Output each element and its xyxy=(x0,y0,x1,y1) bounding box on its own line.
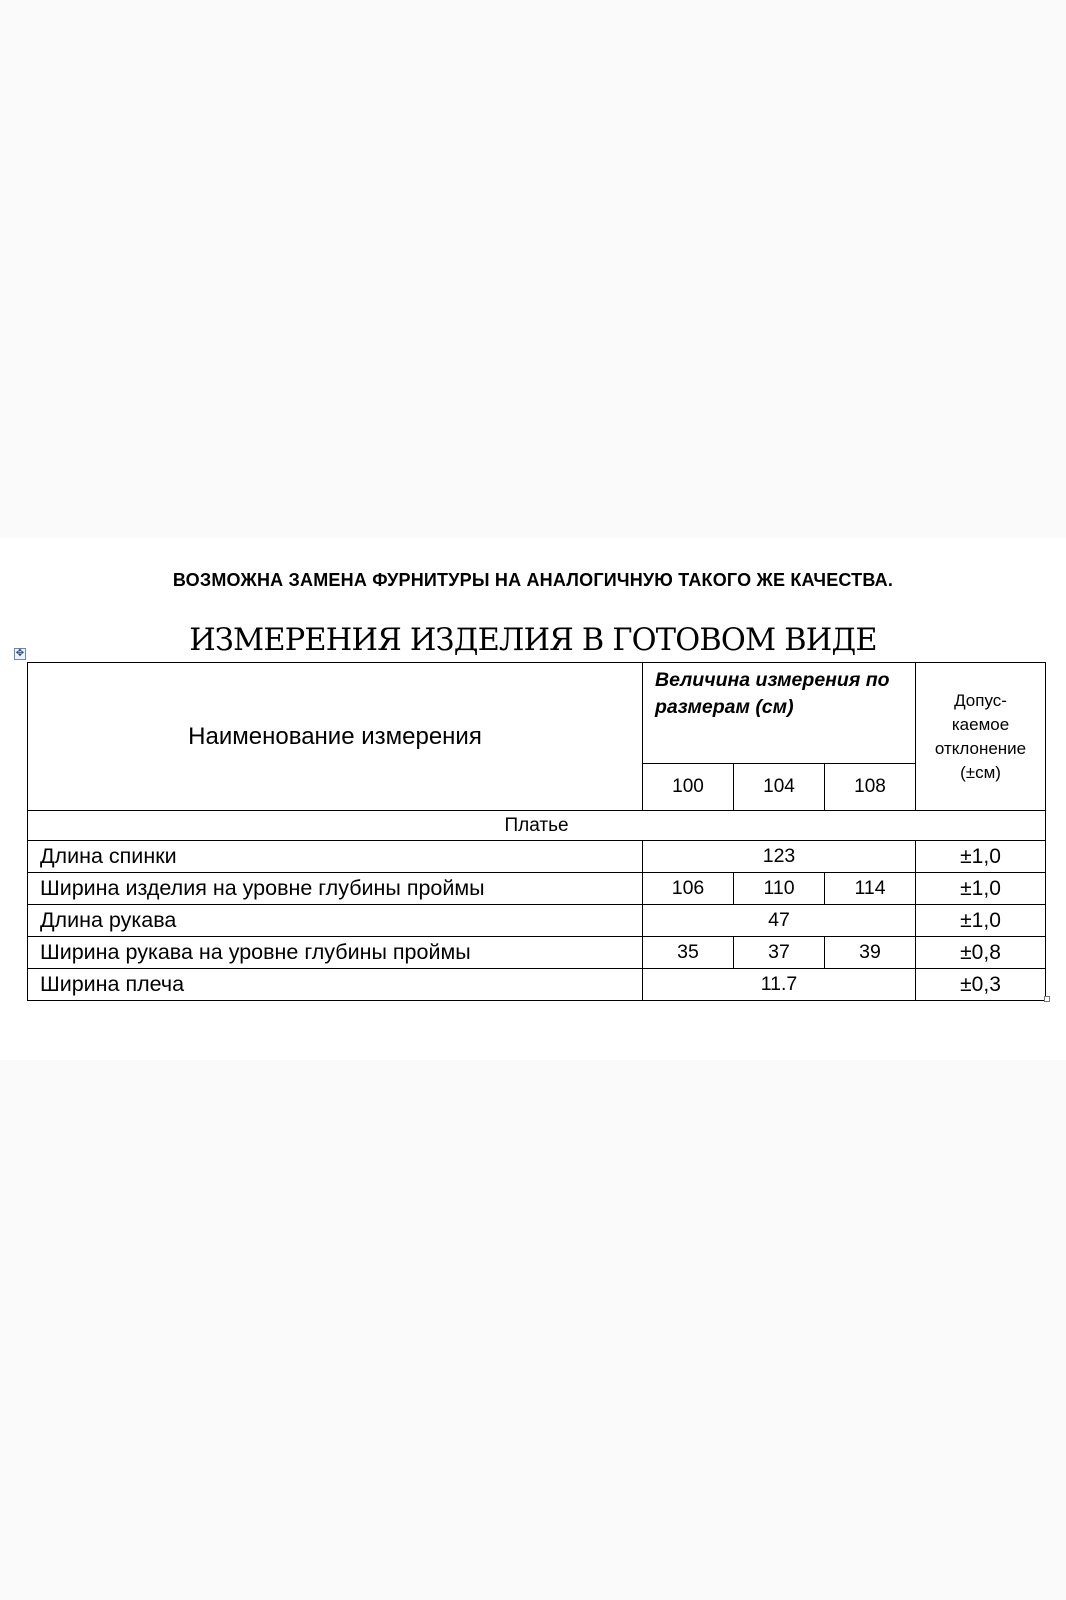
measurement-value: 35 xyxy=(643,937,734,969)
hardware-notice: ВОЗМОЖНА ЗАМЕНА ФУРНИТУРЫ НА АНАЛОГИЧНУЮ ТАКОГО ЖЕ КАЧЕСТВА. xyxy=(172,570,894,590)
measurement-tolerance: ±1,0 xyxy=(916,841,1046,873)
tolerance-line: (±см) xyxy=(960,762,1001,782)
measurement-value: 123 xyxy=(643,841,916,873)
measurement-value: 114 xyxy=(825,873,916,905)
measurement-name: Длина рукава xyxy=(28,905,643,937)
header-size-values: Величина измерения по размерам (см) xyxy=(643,663,916,764)
measurement-value: 37 xyxy=(734,937,825,969)
measurement-tolerance: ±1,0 xyxy=(916,873,1046,905)
measurement-value: 47 xyxy=(643,905,916,937)
table-row xyxy=(28,873,1046,905)
measurement-name: Ширина рукава на уровне глубины проймы xyxy=(28,937,643,969)
size-label: 104 xyxy=(734,764,825,811)
table-row xyxy=(28,937,1046,969)
tolerance-line: каемое xyxy=(951,714,1010,734)
tolerance-line: отклонение xyxy=(934,738,1027,758)
size-label: 100 xyxy=(643,764,734,811)
measurement-tolerance: ±0,8 xyxy=(916,937,1046,969)
table-row xyxy=(28,969,1046,1001)
header-measurement-name: Наименование измерения xyxy=(28,663,643,811)
table-row xyxy=(28,905,1046,937)
measurement-value: 110 xyxy=(734,873,825,905)
size-label: 108 xyxy=(825,764,916,811)
measurement-value: 11.7 xyxy=(643,969,916,1001)
measurement-name: Ширина плеча xyxy=(28,969,643,1001)
section-row xyxy=(28,811,1046,841)
measurement-value: 106 xyxy=(643,873,734,905)
measurements-table xyxy=(27,662,1046,1001)
move-arrows-icon[interactable]: ✥ xyxy=(15,648,25,659)
document-title: ИЗМЕРЕНИЯ ИЗДЕЛИЯ В ГОТОВОМ ВИДЕ xyxy=(189,622,877,658)
table-resize-handle[interactable] xyxy=(1044,996,1050,1002)
table-row xyxy=(28,841,1046,873)
header-tolerance xyxy=(916,663,1046,811)
measurement-name: Ширина изделия на уровне глубины проймы xyxy=(28,873,643,905)
section-label: Платье xyxy=(28,811,1046,841)
tolerance-line: Допус- xyxy=(954,690,1007,710)
measurement-tolerance: ±1,0 xyxy=(916,905,1046,937)
measurement-tolerance: ±0,3 xyxy=(916,969,1046,1001)
measurement-name: Длина спинки xyxy=(28,841,643,873)
measurement-value: 39 xyxy=(825,937,916,969)
header-row xyxy=(28,663,1046,764)
